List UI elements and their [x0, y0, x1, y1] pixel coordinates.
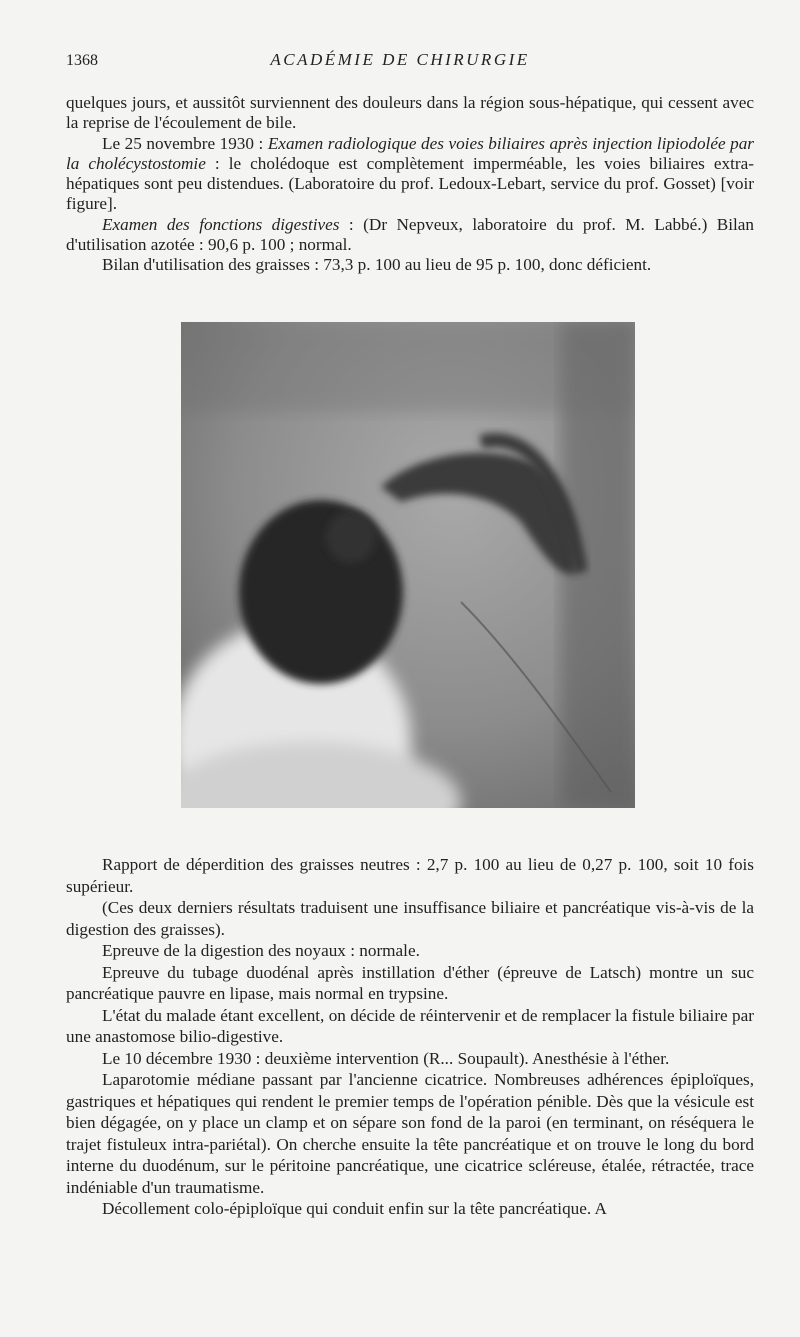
- paragraph: Examen des fonctions digestives : (Dr Nepveux, laboratoire du prof. M. Labbé.) Bilan d'utilisation azotée : 90,6 p. 100 ; normal.: [66, 214, 754, 255]
- paragraph: Le 25 novembre 1930 : Examen radiologique des voies biliaires après injection lipiodolée par la cholécystostomie : le cholédoque est complètement imperméable, les voies biliaires extra-hépatiques sont peu distendues. (Laboratoire du prof. Ledoux-Lebart, service du prof. Gosset) [voir figure].: [66, 133, 754, 214]
- text-block-top: [66, 93, 754, 276]
- paragraph: Le 10 décembre 1930 : deuxième intervention (R... Soupault). Anesthésie à l'éther.: [102, 1048, 670, 1068]
- text-block-bottom: [66, 854, 754, 1220]
- paragraph: Laparotomie médiane passant par l'ancienne cicatrice. Nombreuses adhérences épiploïques, gastriques et hépatiques qui rendent le premier temps de l'opération pénible. Dès que la vésicule est bien dégagée, on y place un clamp et on sépare son fond de la paroi (en terminant, on réséquera le trajet fistuleux intra-pariétal). On cherche ensuite la tête pancréatique et on trouve le long du bord interne du duodénum, sur le péritoine pancréatique, une cicatrice scléreuse, étalée, rétractée, trace indéniable d'un traumatisme.: [66, 1070, 754, 1197]
- paragraph: Epreuve de la digestion des noyaux : normale.: [102, 941, 420, 960]
- paragraph: Epreuve du tubage duodénal après instillation d'éther (épreuve de Latsch) montre un suc pancréatique pauvre en lipase, mais normal en trypsine.: [66, 962, 754, 1003]
- paragraph: Bilan d'utilisation des graisses : 73,3 p. 100 au lieu de 95 p. 100, donc déficient.: [102, 255, 652, 275]
- page-number: 1368: [66, 52, 98, 69]
- paragraph: L'état du malade étant excellent, on décide de réintervenir et de remplacer la fistule biliaire par une anastomose bilio-digestive.: [66, 1005, 754, 1046]
- paragraph: quelques jours, et aussitôt surviennent des douleurs dans la région sous-hépatique, qui cessent avec la reprise de l'écoulement de bile.: [66, 93, 754, 133]
- radiograph-figure: [181, 322, 635, 808]
- running-head: ACADÉMIE DE CHIRURGIE: [270, 50, 530, 69]
- paragraph: Décollement colo-épiploïque qui conduit enfin sur la tête pancréatique. A: [102, 1199, 607, 1218]
- paragraph: Rapport de déperdition des graisses neutres : 2,7 p. 100 au lieu de 0,27 p. 100, soit 10 fois supérieur.: [66, 855, 754, 896]
- paragraph: (Ces deux derniers résultats traduisent une insuffisance biliaire et pancréatique vis-à-vis de la digestion des graisses).: [66, 898, 754, 939]
